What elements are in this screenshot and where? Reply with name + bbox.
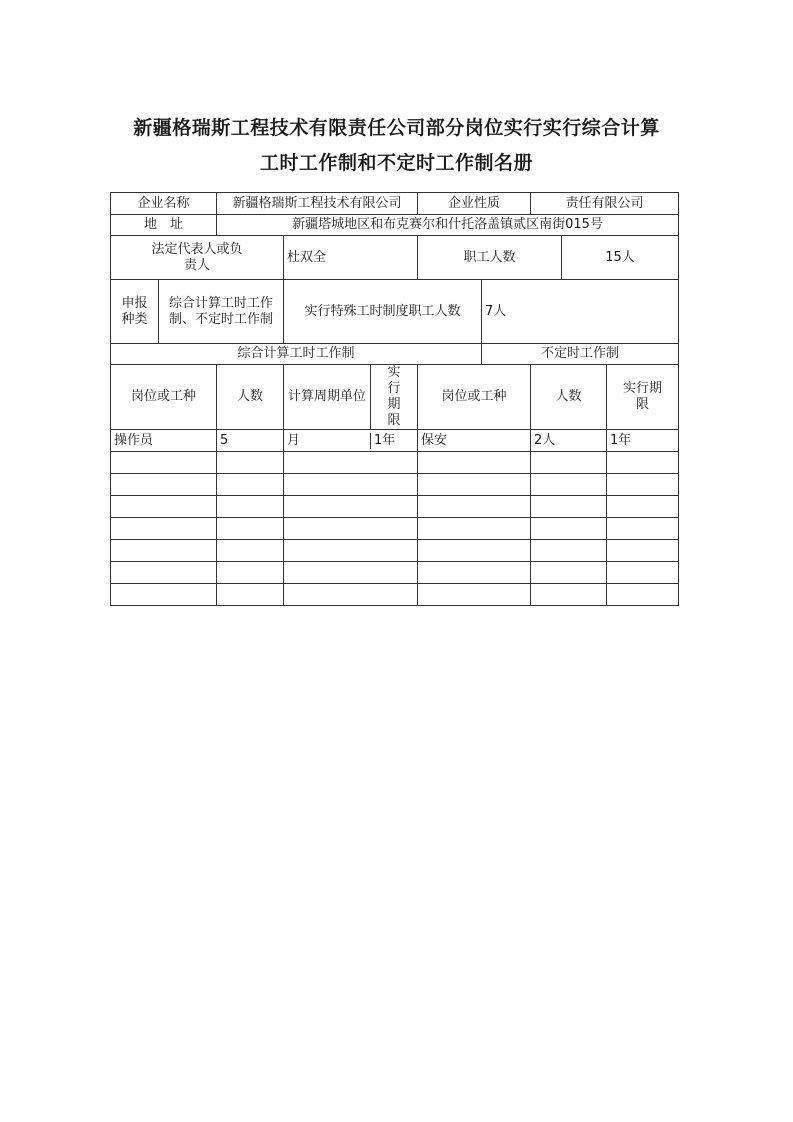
document-title-line2: 工时工作制和不定时工作制名册 bbox=[259, 152, 533, 174]
cell-term-2 bbox=[607, 584, 679, 606]
cell-period-term-group bbox=[284, 496, 418, 518]
cell-count-2 bbox=[531, 496, 607, 518]
cell-count-2 bbox=[531, 518, 607, 540]
cell-period-unit: 月 bbox=[284, 433, 371, 449]
table-row bbox=[111, 452, 679, 474]
apply-type: 综合计算工时工作制、不定时工作制 bbox=[159, 280, 284, 344]
cell-position-2 bbox=[418, 584, 531, 606]
staff-count: 15人 bbox=[562, 236, 679, 280]
cell-term-2 bbox=[607, 562, 679, 584]
section-header-row bbox=[111, 344, 679, 365]
company-type: 责任有限公司 bbox=[531, 193, 679, 215]
cell-position bbox=[111, 562, 217, 584]
cell-position bbox=[111, 452, 217, 474]
cell-count bbox=[217, 540, 284, 562]
roster-table bbox=[110, 192, 679, 606]
cell-count bbox=[217, 562, 284, 584]
cell-count bbox=[217, 452, 284, 474]
legal-rep: 杜双全 bbox=[284, 236, 418, 280]
cell-period-term-group bbox=[284, 562, 418, 584]
cell-period-term-group bbox=[284, 540, 418, 562]
company-name-label: 企业名称 bbox=[111, 193, 217, 215]
cell-position-2 bbox=[418, 540, 531, 562]
cell-count-2: 2人 bbox=[531, 430, 607, 452]
company-row bbox=[111, 193, 679, 215]
cell-term: 1年 bbox=[374, 432, 396, 448]
apply-type-row bbox=[111, 280, 679, 344]
special-count-label: 实行特殊工时制度职工人数 bbox=[284, 280, 482, 344]
col-period-unit: 计算周期单位 bbox=[284, 365, 371, 429]
table-row bbox=[111, 496, 679, 518]
cell-count-2 bbox=[531, 452, 607, 474]
cell-position bbox=[111, 518, 217, 540]
cell-term-2 bbox=[607, 540, 679, 562]
col-position-2: 岗位或工种 bbox=[418, 365, 531, 430]
cell-period-term-group bbox=[284, 430, 418, 452]
cell-position-2 bbox=[418, 562, 531, 584]
document-title-line1: 新疆格瑞斯工程技术有限责任公司部分岗位实行实行综合计算 bbox=[133, 117, 660, 139]
cell-position-2 bbox=[418, 496, 531, 518]
table-row bbox=[111, 562, 679, 584]
cell-term-2 bbox=[607, 518, 679, 540]
cell-period-term-group bbox=[284, 474, 418, 496]
cell-period-term-group bbox=[284, 452, 418, 474]
col-term: 实行期限 bbox=[387, 365, 401, 428]
table-row bbox=[111, 474, 679, 496]
legal-rep-row bbox=[111, 236, 679, 280]
cell-term-2 bbox=[607, 496, 679, 518]
section-irregular: 不定时工作制 bbox=[482, 344, 679, 365]
col-term-2: 实行期限 bbox=[607, 365, 679, 430]
cell-position-2 bbox=[418, 452, 531, 474]
col-period-term-group bbox=[284, 365, 418, 430]
table-row bbox=[111, 430, 679, 452]
apply-type-label: 申报种类 bbox=[111, 280, 159, 344]
cell-count-2 bbox=[531, 562, 607, 584]
cell-count: 5 bbox=[217, 430, 284, 452]
cell-position-2 bbox=[418, 518, 531, 540]
cell-term-2 bbox=[607, 452, 679, 474]
cell-term-2: 1年 bbox=[607, 430, 679, 452]
cell-count-2 bbox=[531, 540, 607, 562]
table-row bbox=[111, 518, 679, 540]
cell-position bbox=[111, 474, 217, 496]
cell-count-2 bbox=[531, 584, 607, 606]
cell-position bbox=[111, 496, 217, 518]
table-row bbox=[111, 584, 679, 606]
cell-position-2: 保安 bbox=[418, 430, 531, 452]
cell-position-2 bbox=[418, 474, 531, 496]
column-header-row bbox=[111, 365, 679, 430]
col-position: 岗位或工种 bbox=[111, 365, 217, 430]
staff-count-label: 职工人数 bbox=[418, 236, 562, 280]
cell-count bbox=[217, 474, 284, 496]
legal-rep-label: 法定代表人或负责人 bbox=[111, 236, 284, 280]
cell-position bbox=[111, 540, 217, 562]
cell-period-term-group bbox=[284, 584, 418, 606]
table-row bbox=[111, 540, 679, 562]
company-name: 新疆格瑞斯工程技术有限公司 bbox=[217, 193, 418, 215]
address-label: 地 址 bbox=[111, 215, 217, 236]
address-row bbox=[111, 215, 679, 236]
col-count: 人数 bbox=[217, 365, 284, 430]
cell-count bbox=[217, 496, 284, 518]
cell-period-term-group bbox=[284, 518, 418, 540]
section-comprehensive: 综合计算工时工作制 bbox=[111, 344, 482, 365]
address: 新疆塔城地区和布克赛尔和什托洛盖镇贰区南街015号 bbox=[217, 215, 679, 236]
col-count-2: 人数 bbox=[531, 365, 607, 430]
cell-count bbox=[217, 518, 284, 540]
cell-position: 操作员 bbox=[111, 430, 217, 452]
cell-count bbox=[217, 584, 284, 606]
company-type-label: 企业性质 bbox=[418, 193, 531, 215]
cell-position bbox=[111, 584, 217, 606]
cell-count-2 bbox=[531, 474, 607, 496]
special-count: 7人 bbox=[482, 280, 679, 344]
cell-term-2 bbox=[607, 474, 679, 496]
